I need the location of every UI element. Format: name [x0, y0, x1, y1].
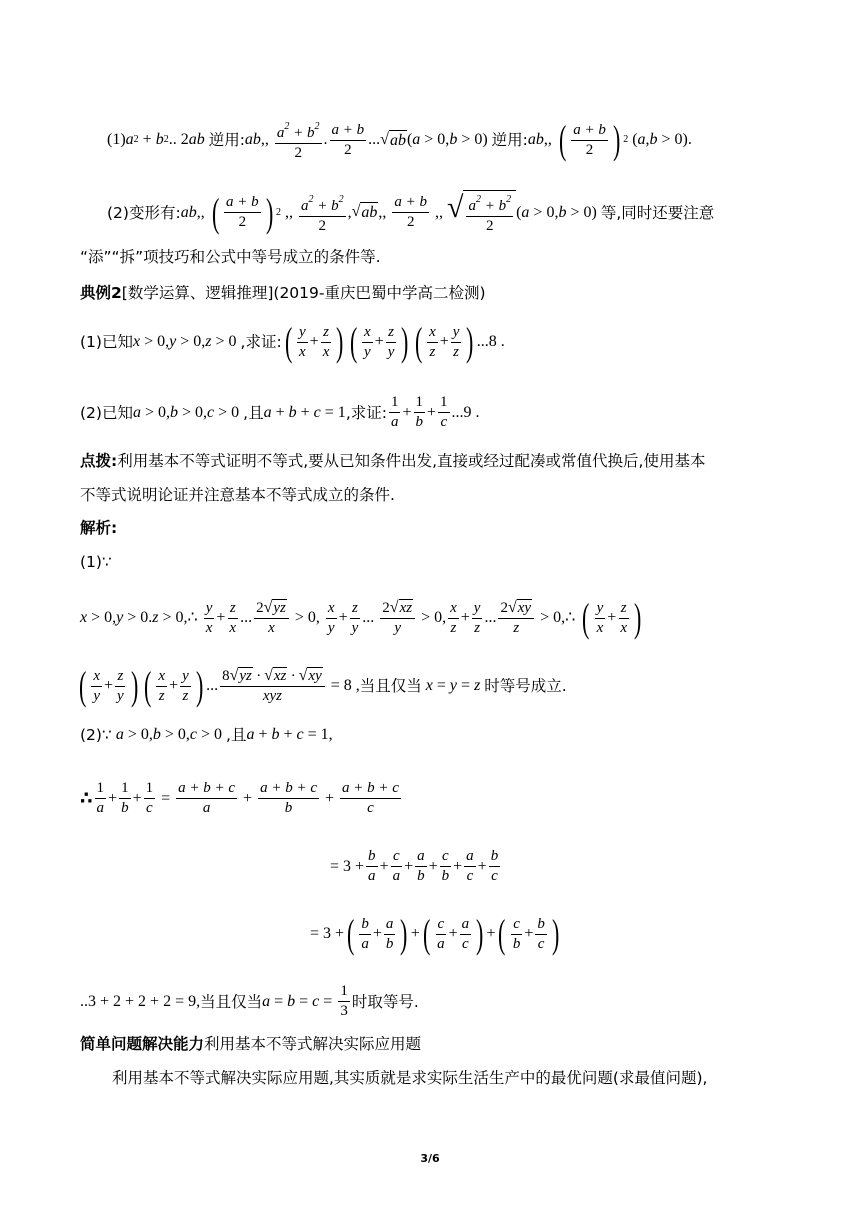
- tip-line: “添”“拆”项技巧和公式中等号成立的条件等.: [80, 248, 381, 266]
- example-source: [数学运算、逻辑推理](2019-重庆巴蜀中学高二检测): [121, 284, 486, 302]
- hint-line-2: 不等式说明论证并注意基本不等式成立的条件.: [80, 486, 395, 504]
- analysis-label: 解析:: [80, 519, 118, 537]
- proof-2-line-c: = 3 + ( $\frac{b}{a}$ + $\frac{a}{b}$ ) + ( $\frac{c}{a}$ + $\frac{a}{c}$ ) + ( $\frac{c}{b}$ + $\frac{b}{c}$ ): [310, 911, 560, 956]
- hint-label: 点拨:: [80, 452, 118, 470]
- note-text: 等,同时还要注意: [600, 203, 715, 222]
- page-number: 3/6: [420, 1152, 440, 1165]
- section-heading: 简单问题解决能力利用基本不等式解决实际应用题: [80, 1035, 422, 1053]
- question-2: (2)已知 a > 0, b > 0, c > 0 ,且 a + b + c = 1 ,求证: $\frac{1}{a}$ + $\frac{1}{b}$ + $\frac{1}{c}$ ...9 .: [80, 394, 480, 430]
- proof-1-line-a: x > 0, y > 0. z > 0,∴ $\frac{y}{x}$ + $\frac{z}{x}$ ... 2 √ yz x > 0, $\frac{x}{y}$ + $\frac{z}{y}$ ... 2 √ xz y > 0, $\frac{x}{z}$ + $\frac{y}{z}$ ... 2 √ xy z > 0,∴ ( $\frac{y}{x}$ + $\frac{z}{x}$ ): [80, 595, 642, 640]
- section-label: 简单问题解决能力: [80, 1035, 205, 1053]
- proof-2-line-b: = 3 + $\frac{b}{a}$ + $\frac{c}{a}$ + $\frac{a}{b}$ + $\frac{c}{b}$ + $\frac{a}{c}$ + $\frac{b}{c}$: [330, 848, 499, 884]
- formula-line-1: (1) a 2 + b 2 .. 2 ab 逆用: ab ,, $\frac{a^2 + b^2}{2}$ . $\frac{a + b}{2}$ ... √ ab ( a > 0, b > 0 ) 逆用: ab ,, ( $\frac{a + b}{2}$ ) 2 ( a , b > 0 ) .: [107, 117, 692, 162]
- proof-2-conclusion: ..3 + 2 + 2 + 2 = 9, 当且仅当 a = b = c = $\frac{1}{3}$ 时取等号.: [80, 983, 419, 1019]
- inverse-use-label-2: 逆用:: [491, 131, 528, 149]
- proof-1-line-b: ( $\frac{x}{y}$ + $\frac{z}{y}$ ) ( $\frac{x}{z}$ + $\frac{y}{z}$ ) ... 8 √ yz · √ xz · √ xy xyz = 8 , 当且仅当 x = y = z 时等号成立.: [78, 663, 567, 708]
- inverse-use-label-1: 逆用:: [208, 131, 245, 149]
- example-header: [80, 283, 486, 304]
- section-paragraph: 利用基本不等式解决实际应用题,其实质就是求实际生活生产中的最优问题(求最值问题),: [112, 1069, 708, 1087]
- hint-line-1: 点拨:利用基本不等式证明不等式,要从已知条件出发,直接或经过配凑或常值代换后,使用基本: [80, 452, 706, 470]
- proof-2-line-a: ∴ $\frac{1}{a}$ + $\frac{1}{b}$ + $\frac{1}{c}$ = $\frac{a + b + c}{a}$ + $\frac{a + b + c}{b}$ + $\frac{a + b + c}{c}$: [80, 780, 399, 816]
- because-1: (1)∵: [80, 553, 112, 571]
- question-1: (1)已知 x > 0, y > 0, z > 0 ,求证: ( $\frac{y}{x}$ + $\frac{z}{x}$ ) ( $\frac{x}{y}$ + $\frac{z}{y}$ ) ( $\frac{x}{z}$ + $\frac{y}{z}$ ) ...8 .: [80, 319, 505, 364]
- transform-label: (2)变形有:: [107, 203, 181, 222]
- example-label: 典例2: [80, 284, 122, 302]
- because-2: (2)∵ a > 0, b > 0, c > 0 ,且 a + b + c = 1,: [80, 726, 333, 744]
- formula-line-2: (2)变形有: ab ,, ( $\frac{a + b}{2}$ ) 2 ,, $\frac{a^2 + b^2}{2}$ , √ ab ,, $\frac{a + b}{2}$ ,, √ $\frac{a^2 + b^2}{2}$ ( a > 0, b > 0 ) 等,同时还要注意: [107, 189, 715, 235]
